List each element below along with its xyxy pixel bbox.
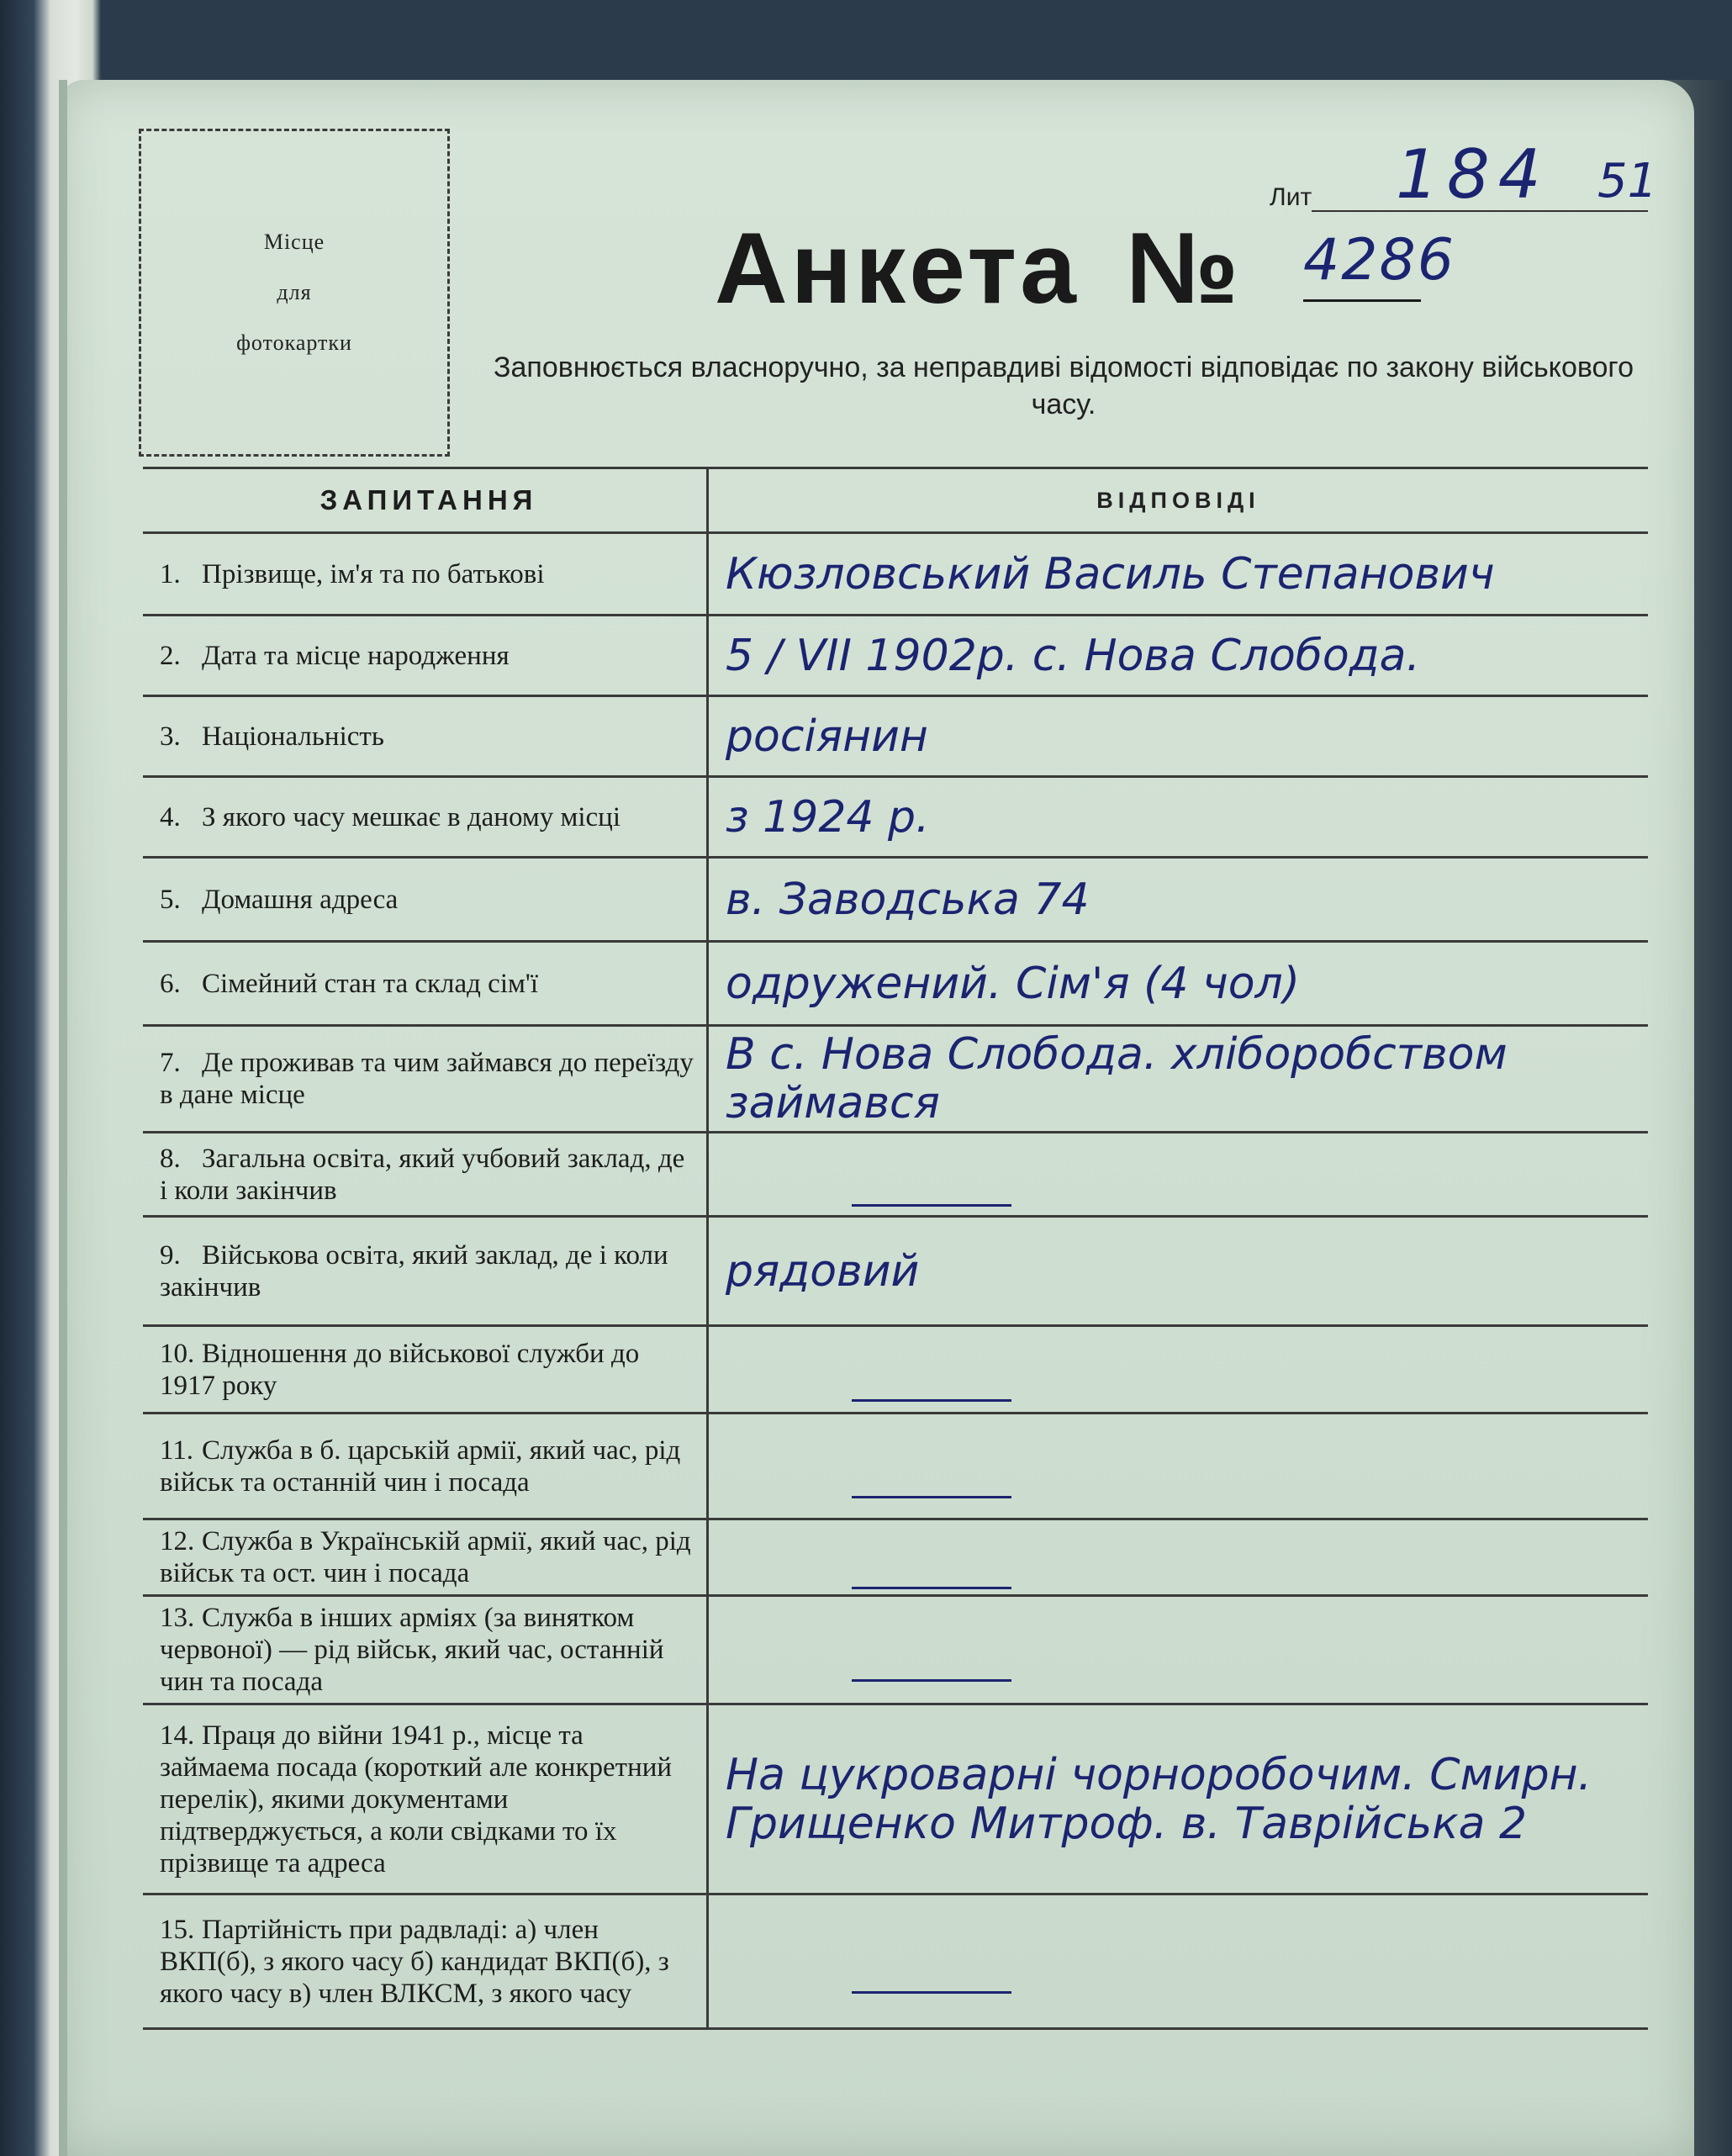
question-cell bbox=[143, 1704, 708, 1894]
question-text: Служба в б. царській армії, який час, рід військ та останній чин і посада bbox=[160, 1435, 681, 1498]
table-row bbox=[143, 1704, 1648, 1894]
table-row bbox=[143, 1326, 1648, 1414]
table-row bbox=[143, 777, 1648, 858]
questionnaire-page bbox=[59, 80, 1694, 2156]
question-text: Служба в Українській армії, який час, рід військ та ост. чин і посада bbox=[160, 1526, 691, 1588]
form-title-text: Анкета bbox=[715, 212, 1080, 325]
question-cell bbox=[143, 1133, 708, 1217]
photo-label-line3: фотокартки bbox=[236, 330, 352, 355]
answer-handwritten: 5 / VII 1902р. с. Нова Слобода. bbox=[726, 630, 1421, 681]
page-spine bbox=[59, 80, 67, 2156]
question-text: Праця до війни 1941 р., місце та займаема посада (короткий але конкретний перелік), якими документами підтверджується, а коли свідками то їх прізвище та адреса bbox=[160, 1720, 673, 1879]
answer-cell bbox=[708, 1704, 1649, 1894]
answer-handwritten bbox=[852, 1630, 1011, 1682]
table-row bbox=[143, 1596, 1648, 1704]
answer-handwritten: одружений. Сім'я (4 чол) bbox=[726, 958, 1301, 1009]
sheet-number bbox=[1270, 135, 1665, 219]
questions-header: ЗАПИТАННЯ bbox=[143, 468, 708, 533]
answer-cell bbox=[708, 777, 1649, 858]
question-number: 7. bbox=[160, 1048, 181, 1078]
table-row bbox=[143, 1414, 1648, 1519]
question-cell bbox=[143, 777, 708, 858]
question-text: З якого часу мешкає в даному місці bbox=[202, 801, 620, 832]
answer-cell bbox=[708, 616, 1649, 696]
table-row bbox=[143, 1519, 1648, 1596]
form-number-sign: № bbox=[1126, 212, 1242, 325]
form-title bbox=[715, 210, 1471, 353]
answer-handwritten bbox=[852, 1942, 1011, 1994]
question-text: Служба в інших арміях (за винятком червоної) — рід військ, який час, останній чин та посада bbox=[160, 1603, 664, 1697]
answer-handwritten: рядовий bbox=[726, 1245, 920, 1297]
answer-cell bbox=[708, 1026, 1649, 1133]
answer-cell bbox=[708, 1519, 1649, 1596]
question-text: Домашня адреса bbox=[202, 884, 399, 915]
question-text: Військова освіта, який заклад, де і коли закінчив bbox=[160, 1239, 668, 1303]
answer-handwritten bbox=[852, 1350, 1011, 1402]
question-number: 9. bbox=[160, 1239, 181, 1271]
question-number: 14. bbox=[160, 1720, 195, 1751]
answer-cell bbox=[708, 1133, 1649, 1217]
answer-cell bbox=[708, 1894, 1649, 2029]
question-number: 4. bbox=[160, 801, 181, 832]
question-cell bbox=[143, 1217, 708, 1326]
sheet-number-label: Лит bbox=[1270, 183, 1312, 211]
answer-handwritten: з 1924 р. bbox=[726, 791, 930, 843]
question-cell bbox=[143, 533, 708, 616]
question-cell bbox=[143, 1519, 708, 1596]
question-cell bbox=[143, 858, 708, 942]
question-number: 10. bbox=[160, 1338, 195, 1369]
question-text: Де проживав та чим займався до переїзду в дане місце bbox=[160, 1048, 694, 1110]
answer-handwritten: В с. Нова Слобода. хліборобством займався bbox=[726, 1029, 1508, 1128]
answer-handwritten: росіянин bbox=[726, 711, 928, 762]
question-cell bbox=[143, 1894, 708, 2029]
answer-handwritten: Кюзловський Василь Степанович bbox=[726, 548, 1495, 600]
question-number: 12. bbox=[160, 1526, 195, 1556]
table-row bbox=[143, 1133, 1648, 1217]
question-cell bbox=[143, 1596, 708, 1704]
table-row bbox=[143, 533, 1648, 616]
answer-cell bbox=[708, 858, 1649, 942]
question-number: 6. bbox=[160, 968, 181, 999]
question-text: Сімейний стан та склад сім'ї bbox=[202, 968, 538, 999]
question-number: 1. bbox=[160, 558, 181, 589]
question-number: 2. bbox=[160, 640, 181, 671]
answer-cell bbox=[708, 942, 1649, 1026]
answer-cell bbox=[708, 696, 1649, 777]
question-number: 3. bbox=[160, 721, 181, 752]
form-number-line bbox=[1303, 299, 1421, 302]
question-number: 5. bbox=[160, 884, 181, 915]
photo-placeholder bbox=[139, 129, 450, 457]
sheet-number-sub: 51 bbox=[1597, 154, 1658, 209]
answer-cell bbox=[708, 1414, 1649, 1519]
table-row bbox=[143, 942, 1648, 1026]
question-cell bbox=[143, 616, 708, 696]
answer-cell bbox=[708, 1217, 1649, 1326]
answer-handwritten: На цукроварні чорноробочим. Смирн. Грищенко Митроф. в. Таврійська 2 bbox=[726, 1749, 1592, 1849]
question-cell bbox=[143, 1414, 708, 1519]
answers-header: ВІДПОВІДІ bbox=[708, 468, 1649, 533]
answer-handwritten bbox=[852, 1155, 1011, 1207]
table-row bbox=[143, 696, 1648, 777]
question-text: Відношення до військової служби до 1917 року bbox=[160, 1338, 640, 1401]
answer-handwritten: в. Заводська 74 bbox=[726, 874, 1090, 925]
answer-cell bbox=[708, 533, 1649, 616]
table-row bbox=[143, 858, 1648, 942]
answer-cell bbox=[708, 1326, 1649, 1414]
question-cell bbox=[143, 1026, 708, 1133]
table-row bbox=[143, 1026, 1648, 1133]
question-text: Партійність при радвладі: а) член ВКП(б), з якого часу б) кандидат ВКП(б), з якого часу в) член ВЛКСМ, з якого часу bbox=[160, 1914, 669, 2009]
sheet-number-value: 184 bbox=[1396, 135, 1550, 214]
question-cell bbox=[143, 696, 708, 777]
question-number: 8. bbox=[160, 1143, 181, 1174]
table-header-row bbox=[143, 468, 1648, 533]
question-text: Загальна освіта, який учбовий заклад, де і коли закінчив bbox=[160, 1143, 685, 1206]
table-row bbox=[143, 616, 1648, 696]
questionnaire-table bbox=[143, 467, 1648, 2030]
photo-label-line2: для bbox=[277, 280, 312, 304]
question-number: 11. bbox=[160, 1435, 194, 1466]
answer-handwritten bbox=[852, 1447, 1011, 1498]
question-number: 13. bbox=[160, 1603, 195, 1633]
form-instructions: Заповнюється власноручно, за неправдиві відомості відповідає по закону військового часу. bbox=[493, 351, 1634, 420]
table-row bbox=[143, 1217, 1648, 1326]
question-cell bbox=[143, 1326, 708, 1414]
form-number-handwritten: 4286 bbox=[1303, 227, 1456, 293]
question-text: Дата та місце народження bbox=[202, 640, 510, 671]
table-row bbox=[143, 1894, 1648, 2029]
question-number: 15. bbox=[160, 1914, 195, 1945]
question-text: Національність bbox=[202, 721, 384, 752]
question-text: Прізвище, ім'я та по батькові bbox=[202, 558, 545, 589]
answer-handwritten bbox=[852, 1538, 1011, 1589]
photo-label-line1: Місце bbox=[263, 230, 325, 254]
answer-cell bbox=[708, 1596, 1649, 1704]
question-cell bbox=[143, 942, 708, 1026]
